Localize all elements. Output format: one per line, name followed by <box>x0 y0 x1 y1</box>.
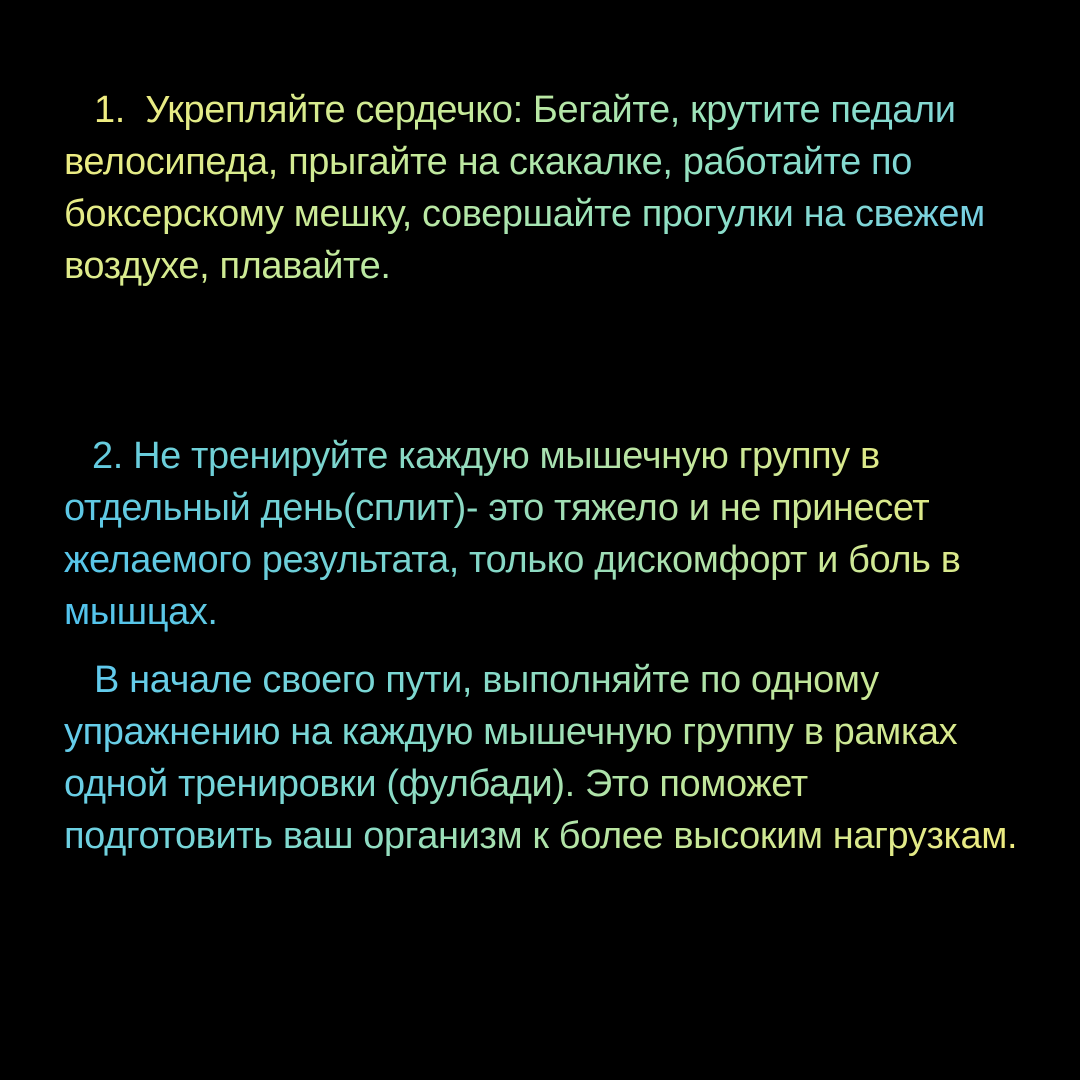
tip-2-text: Не тренируйте каждую мышечную группу в отдельный день(сплит)- это тяжело и не принесет желаемого результата, только дискомфорт и боль в мышцах. <box>64 435 961 633</box>
advice-text: В начале своего пути, выполняйте по одному упражнению на каждую мышечную группу в рамках одной тренировки (фулбади). Это поможет подготовить ваш организм к более высоким нагрузкам. <box>64 659 1018 857</box>
advice-paragraph <box>64 654 1024 862</box>
tip-1-number: 1. <box>94 89 125 131</box>
tip-2-paragraph <box>64 430 1024 638</box>
tip-2-number: 2. <box>92 435 123 477</box>
tip-1-text: Укрепляйте сердечко: Бегайте, крутите педали велосипеда, прыгайте на скакалке, работайте по боксерскому мешку, совершайте прогулки на свежем воздухе, плавайте. <box>64 89 985 287</box>
tip-1-paragraph <box>64 84 1024 292</box>
